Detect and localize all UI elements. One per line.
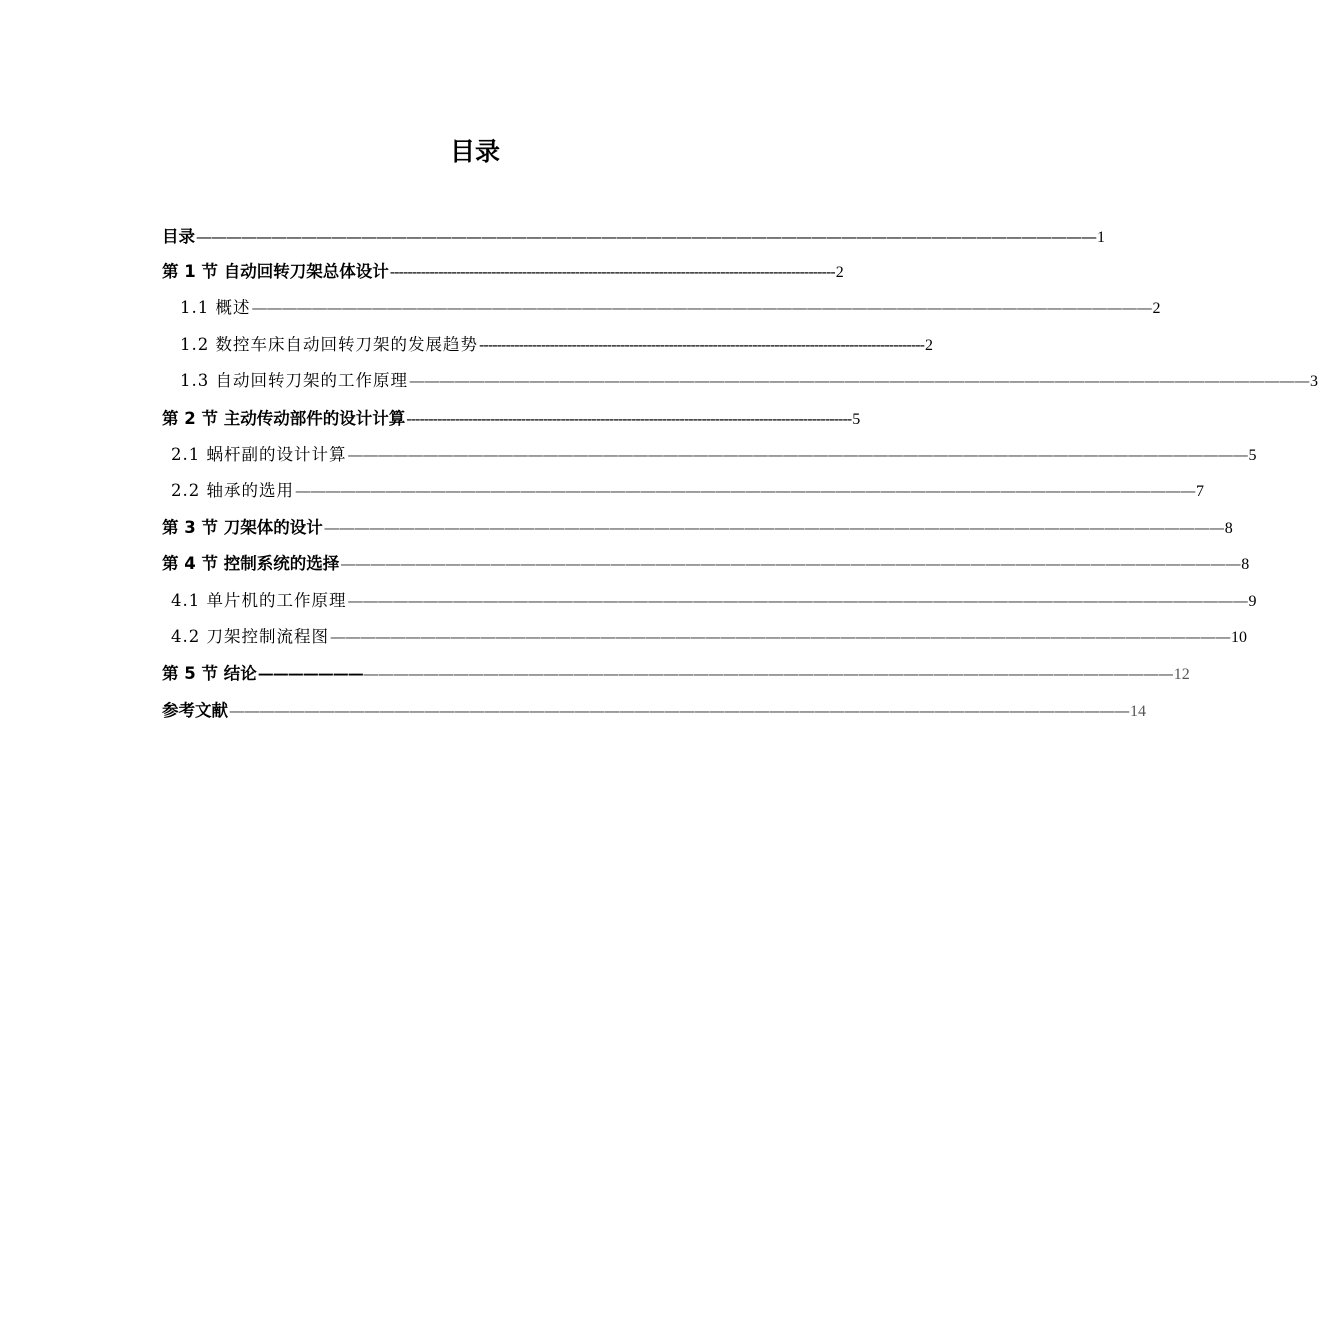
toc-leader: ----------------------------------------------------------------------------------------------------- bbox=[406, 409, 852, 428]
toc-page-number: 10 bbox=[1231, 629, 1247, 646]
toc-label: 目录 bbox=[162, 227, 195, 246]
toc-label: 2.2 轴承的选用 bbox=[171, 481, 294, 500]
toc-label: 第 4 节 控制系统的选择 bbox=[162, 554, 340, 573]
toc-label: 2.1 蜗杆副的设计计算 bbox=[171, 445, 347, 464]
toc-page-number: 14 bbox=[1130, 703, 1146, 720]
toc-page-number: 5 bbox=[1248, 447, 1257, 464]
toc-label: 1.1 概述 bbox=[180, 298, 251, 317]
toc-leader: ———————————————————————————————————————————————————————————— bbox=[295, 481, 1195, 500]
toc-leader: ———————————————————————————————————————————————————————————— bbox=[323, 518, 1224, 537]
toc-page-number: 9 bbox=[1248, 593, 1257, 610]
toc-label: 参考文献 bbox=[162, 701, 228, 720]
toc-label: 1.2 数控车床自动回转刀架的发展趋势 bbox=[180, 335, 478, 354]
toc-leader: ----------------------------------------------------------------------------------------------------- bbox=[479, 335, 925, 354]
toc-entry-section-2[interactable] bbox=[162, 406, 861, 432]
toc-label: 第 2 节 主动传动部件的设计计算 bbox=[162, 409, 406, 428]
toc-leader: ----------------------------------------------------------------------------------------------------- bbox=[389, 262, 835, 281]
toc-leader: ————————————————————————————————————————————————————————————— bbox=[257, 664, 1173, 683]
toc-page-number: 7 bbox=[1196, 483, 1204, 500]
toc-leader: ———————————————————————————————————————————————————————————— bbox=[330, 627, 1230, 646]
toc-entry-2-2[interactable] bbox=[171, 478, 1204, 504]
toc-label: 4.2 刀架控制流程图 bbox=[171, 627, 329, 646]
toc-entry-4-1[interactable] bbox=[171, 588, 1257, 614]
toc-entry-section-4[interactable] bbox=[162, 551, 1250, 577]
toc-entry-section-5[interactable] bbox=[162, 661, 1190, 687]
toc-label: 第 1 节 自动回转刀架总体设计 bbox=[162, 262, 389, 281]
toc-page-number: 5 bbox=[852, 411, 861, 428]
toc-entry-2-1[interactable] bbox=[171, 442, 1257, 468]
toc-leader: ———————————————————————————————————————————————————————————— bbox=[229, 701, 1129, 720]
toc-label: 1.3 自动回转刀架的工作原理 bbox=[180, 371, 408, 390]
toc-page-number: 8 bbox=[1241, 556, 1250, 573]
toc-page-number: 3 bbox=[1310, 373, 1318, 390]
toc-leader: ———————————————————————————————————————————————————————————— bbox=[340, 554, 1241, 573]
toc-page-number: 1 bbox=[1097, 229, 1105, 246]
toc-entry-4-2[interactable] bbox=[171, 624, 1247, 650]
toc-entry-1-3[interactable] bbox=[180, 368, 1318, 394]
toc-entry-references[interactable] bbox=[162, 698, 1146, 724]
toc-leader: ———————————————————————————————————————————————————————————— bbox=[409, 371, 1309, 390]
toc-page-number: 12 bbox=[1173, 666, 1190, 683]
toc-page-number: 2 bbox=[835, 264, 844, 281]
toc-entry-contents[interactable] bbox=[162, 224, 1105, 250]
toc-label: 第 3 节 刀架体的设计 bbox=[162, 518, 323, 537]
toc-leader: ———————————————————————————————————————————————————————————— bbox=[251, 298, 1152, 317]
toc-leader: ———————————————————————————————————————————————————————————— bbox=[347, 591, 1248, 610]
toc-label: 第 5 节 结论 bbox=[162, 664, 257, 683]
toc-page-number: 8 bbox=[1224, 520, 1233, 537]
toc-entry-1-1[interactable] bbox=[180, 295, 1161, 321]
toc-leader: ———————————————————————————————————————————————————————————— bbox=[196, 227, 1096, 246]
toc-page-number: 2 bbox=[1152, 300, 1161, 317]
toc-entry-section-3[interactable] bbox=[162, 515, 1233, 541]
toc-entry-section-1[interactable] bbox=[162, 259, 844, 285]
page-title: 目录 bbox=[449, 137, 500, 166]
toc-page-number: 2 bbox=[925, 337, 934, 354]
toc-entry-1-2[interactable] bbox=[180, 332, 934, 358]
toc-leader: ———————————————————————————————————————————————————————————— bbox=[347, 445, 1248, 464]
toc-label: 4.1 单片机的工作原理 bbox=[171, 591, 347, 610]
